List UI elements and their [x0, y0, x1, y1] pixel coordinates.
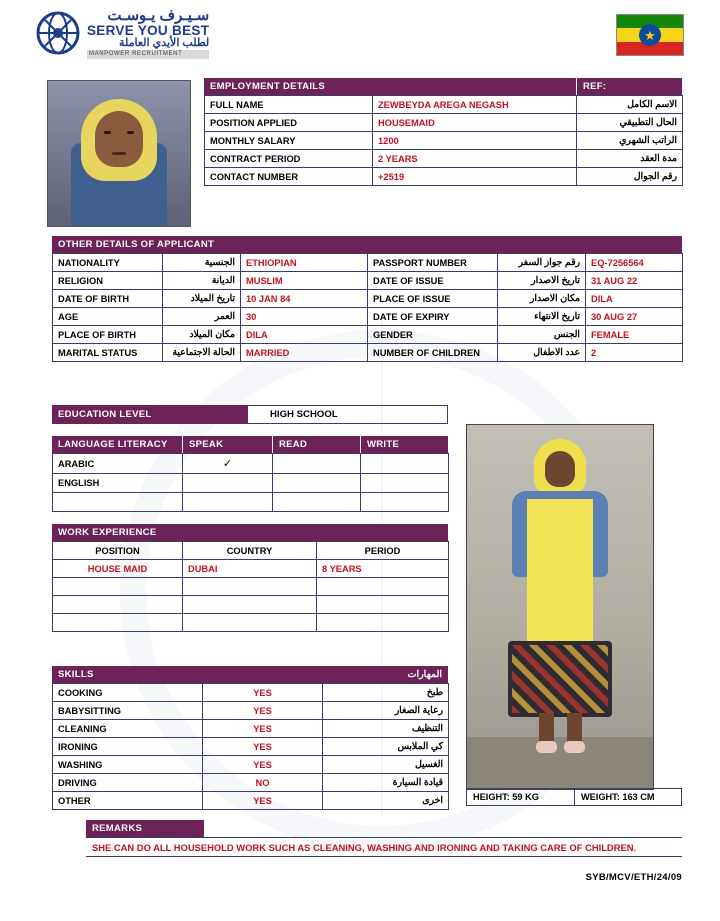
- education-title: EDUCATION LEVEL: [52, 405, 248, 424]
- od-left-label-0: NATIONALITY: [53, 254, 163, 272]
- employment-ref-label: REF:: [576, 78, 682, 95]
- emp-arabic-2: الراتب الشهري: [577, 132, 683, 150]
- language-write-1: [361, 474, 449, 493]
- work-country-1: [183, 578, 317, 596]
- emp-arabic-0: الاسم الكامل: [577, 96, 683, 114]
- work-col-position: POSITION: [53, 542, 183, 560]
- skill-value-2: YES: [203, 720, 323, 738]
- od-right-value-0: EQ-7256564: [586, 254, 683, 272]
- employment-details-title: EMPLOYMENT DETAILS: [204, 78, 576, 95]
- ethiopia-flag-icon: ★: [616, 14, 684, 56]
- table-row: [53, 560, 449, 578]
- skills-title: SKILLS: [58, 669, 94, 680]
- od-right-label-2: PLACE OF ISSUE: [368, 290, 498, 308]
- work-position-3: [53, 614, 183, 632]
- logo-tagline: MANPOWER RECRUITMENT: [87, 50, 209, 58]
- table-row: [53, 720, 449, 738]
- od-left-value-4: DILA: [241, 326, 368, 344]
- emp-label-4: CONTACT NUMBER: [205, 168, 373, 186]
- emp-value-3: 2 YEARS: [373, 150, 577, 168]
- skill-value-1: YES: [203, 702, 323, 720]
- work-position-0: HOUSE MAID: [53, 560, 183, 578]
- od-right-value-3: 30 AUG 27: [586, 308, 683, 326]
- employment-details-section: [204, 78, 682, 186]
- table-header-row: [53, 542, 449, 560]
- remarks-text: SHE CAN DO ALL HOUSEHOLD WORK SUCH AS CLEANING, WASHING AND IRONING AND TAKING CARE OF CHILDREN.: [86, 837, 682, 857]
- language-read-1: [273, 474, 361, 493]
- applicant-passport-photo: [47, 80, 191, 227]
- od-right-value-5: 2: [586, 344, 683, 362]
- skill-arabic-0: طبخ: [323, 684, 449, 702]
- skills-section: [52, 666, 448, 810]
- table-row: [53, 578, 449, 596]
- language-read-2: [273, 493, 361, 512]
- od-left-value-5: MARRIED: [241, 344, 368, 362]
- od-left-value-3: 30: [241, 308, 368, 326]
- od-right-arabic-2: مكان الاصدار: [498, 290, 586, 308]
- skill-arabic-6: اخرى: [323, 792, 449, 810]
- emp-arabic-3: مدة العقد: [577, 150, 683, 168]
- od-right-value-4: FEMALE: [586, 326, 683, 344]
- company-logo: [35, 8, 209, 59]
- emp-label-0: FULL NAME: [205, 96, 373, 114]
- skill-arabic-5: قيادة السيارة: [323, 774, 449, 792]
- height-value: HEIGHT: 59 KG: [466, 788, 574, 806]
- work-position-2: [53, 596, 183, 614]
- applicant-full-body-photo: [466, 424, 654, 790]
- table-row: [53, 326, 683, 344]
- od-right-arabic-1: تاريخ الاصدار: [498, 272, 586, 290]
- language-speak-0: ✓: [183, 454, 273, 474]
- table-row: [53, 454, 449, 474]
- education-section: [52, 405, 448, 424]
- skill-name-5: DRIVING: [53, 774, 203, 792]
- logo-arabic-top: سـيـرف يـوسـت: [107, 7, 210, 24]
- skill-arabic-3: كي الملابس: [323, 738, 449, 756]
- table-row: [53, 290, 683, 308]
- table-row: [205, 114, 683, 132]
- work-col-period: PERIOD: [317, 542, 449, 560]
- emp-value-4: +2519: [373, 168, 577, 186]
- od-left-label-5: MARITAL STATUS: [53, 344, 163, 362]
- table-row: [53, 272, 683, 290]
- emp-label-1: POSITION APPLIED: [205, 114, 373, 132]
- emp-label-2: MONTHLY SALARY: [205, 132, 373, 150]
- skill-name-4: WASHING: [53, 756, 203, 774]
- skill-name-6: OTHER: [53, 792, 203, 810]
- education-value: HIGH SCHOOL: [248, 405, 448, 424]
- other-details-title: OTHER DETAILS OF APPLICANT: [52, 236, 682, 253]
- measurements-row: [466, 788, 682, 806]
- table-row: [53, 344, 683, 362]
- language-speak-1: [183, 474, 273, 493]
- work-col-country: COUNTRY: [183, 542, 317, 560]
- work-experience-section: [52, 524, 448, 632]
- work-country-0: DUBAI: [183, 560, 317, 578]
- skill-value-0: YES: [203, 684, 323, 702]
- skill-value-6: YES: [203, 792, 323, 810]
- table-row: [53, 474, 449, 493]
- od-right-value-2: DILA: [586, 290, 683, 308]
- skill-name-0: COOKING: [53, 684, 203, 702]
- od-left-value-0: ETHIOPIAN: [241, 254, 368, 272]
- work-period-3: [317, 614, 449, 632]
- od-left-arabic-2: تاريخ الميلاد: [163, 290, 241, 308]
- table-row: [53, 702, 449, 720]
- table-row: [53, 614, 449, 632]
- skill-arabic-1: رعاية الصغار: [323, 702, 449, 720]
- skill-arabic-4: الغسيل: [323, 756, 449, 774]
- language-col-read: READ: [272, 436, 360, 453]
- language-literacy-title: LANGUAGE LITERACY: [52, 436, 182, 453]
- logo-english: SERVE YOU BEST: [87, 22, 210, 38]
- work-period-2: [317, 596, 449, 614]
- language-read-0: [273, 454, 361, 474]
- skill-value-5: NO: [203, 774, 323, 792]
- skill-name-1: BABYSITTING: [53, 702, 203, 720]
- language-write-2: [361, 493, 449, 512]
- skill-value-3: YES: [203, 738, 323, 756]
- od-right-label-1: DATE OF ISSUE: [368, 272, 498, 290]
- od-right-arabic-0: رقم جواز السفر: [498, 254, 586, 272]
- emp-value-1: HOUSEMAID: [373, 114, 577, 132]
- remarks-section: [86, 820, 682, 857]
- table-row: [53, 254, 683, 272]
- od-left-label-4: PLACE OF BIRTH: [53, 326, 163, 344]
- language-literacy-section: [52, 436, 448, 512]
- skill-arabic-2: التنظيف: [323, 720, 449, 738]
- od-right-arabic-3: تاريخ الانتهاء: [498, 308, 586, 326]
- table-row: [53, 792, 449, 810]
- remarks-title: REMARKS: [86, 820, 204, 837]
- logo-arabic-sub: لطلب الأيدي العاملة: [119, 36, 210, 49]
- table-row: [53, 684, 449, 702]
- weight-value: WEIGHT: 163 CM: [574, 788, 682, 806]
- table-row: [205, 96, 683, 114]
- table-row: [53, 756, 449, 774]
- od-left-arabic-0: الجنسية: [163, 254, 241, 272]
- language-name-0: ARABIC: [53, 454, 183, 474]
- od-left-arabic-5: الحالة الاجتماعية: [163, 344, 241, 362]
- work-experience-title: WORK EXPERIENCE: [52, 524, 448, 541]
- od-left-value-2: 10 JAN 84: [241, 290, 368, 308]
- language-name-1: ENGLISH: [53, 474, 183, 493]
- skill-value-4: YES: [203, 756, 323, 774]
- od-right-label-5: NUMBER OF CHILDREN: [368, 344, 498, 362]
- skill-name-3: IRONING: [53, 738, 203, 756]
- od-right-value-1: 31 AUG 22: [586, 272, 683, 290]
- work-period-1: [317, 578, 449, 596]
- table-row: [53, 493, 449, 512]
- table-row: [53, 738, 449, 756]
- od-left-arabic-1: الديانة: [163, 272, 241, 290]
- od-right-arabic-5: عدد الاطفال: [498, 344, 586, 362]
- other-details-section: [52, 236, 682, 362]
- table-row: [53, 774, 449, 792]
- emp-arabic-4: رقم الجوال: [577, 168, 683, 186]
- language-speak-2: [183, 493, 273, 512]
- skill-name-2: CLEANING: [53, 720, 203, 738]
- emp-value-0: ZEWBEYDA AREGA NEGASH: [373, 96, 577, 114]
- od-left-arabic-4: مكان الميلاد: [163, 326, 241, 344]
- od-left-label-1: RELIGION: [53, 272, 163, 290]
- od-right-label-0: PASSPORT NUMBER: [368, 254, 498, 272]
- work-position-1: [53, 578, 183, 596]
- language-col-speak: SPEAK: [182, 436, 272, 453]
- od-right-label-3: DATE OF EXPIRY: [368, 308, 498, 326]
- od-left-label-2: DATE OF BIRTH: [53, 290, 163, 308]
- emp-label-3: CONTRACT PERIOD: [205, 150, 373, 168]
- table-row: [53, 308, 683, 326]
- od-right-label-4: GENDER: [368, 326, 498, 344]
- od-left-label-3: AGE: [53, 308, 163, 326]
- od-right-arabic-4: الجنس: [498, 326, 586, 344]
- language-name-2: [53, 493, 183, 512]
- document-header: [0, 0, 720, 68]
- od-left-value-1: MUSLIM: [241, 272, 368, 290]
- od-left-arabic-3: العمر: [163, 308, 241, 326]
- emp-value-2: 1200: [373, 132, 577, 150]
- reference-code: SYB/MCV/ETH/24/09: [585, 872, 682, 883]
- table-row: [53, 596, 449, 614]
- work-country-2: [183, 596, 317, 614]
- table-row: [205, 168, 683, 186]
- work-period-0: 8 YEARS: [317, 560, 449, 578]
- skills-title-arabic: المهارات: [407, 669, 442, 680]
- language-write-0: [361, 454, 449, 474]
- work-country-3: [183, 614, 317, 632]
- table-row: [205, 150, 683, 168]
- emp-arabic-1: الحال التطبيقي: [577, 114, 683, 132]
- table-row: [205, 132, 683, 150]
- language-col-write: WRITE: [360, 436, 448, 453]
- globe-icon: [35, 10, 81, 56]
